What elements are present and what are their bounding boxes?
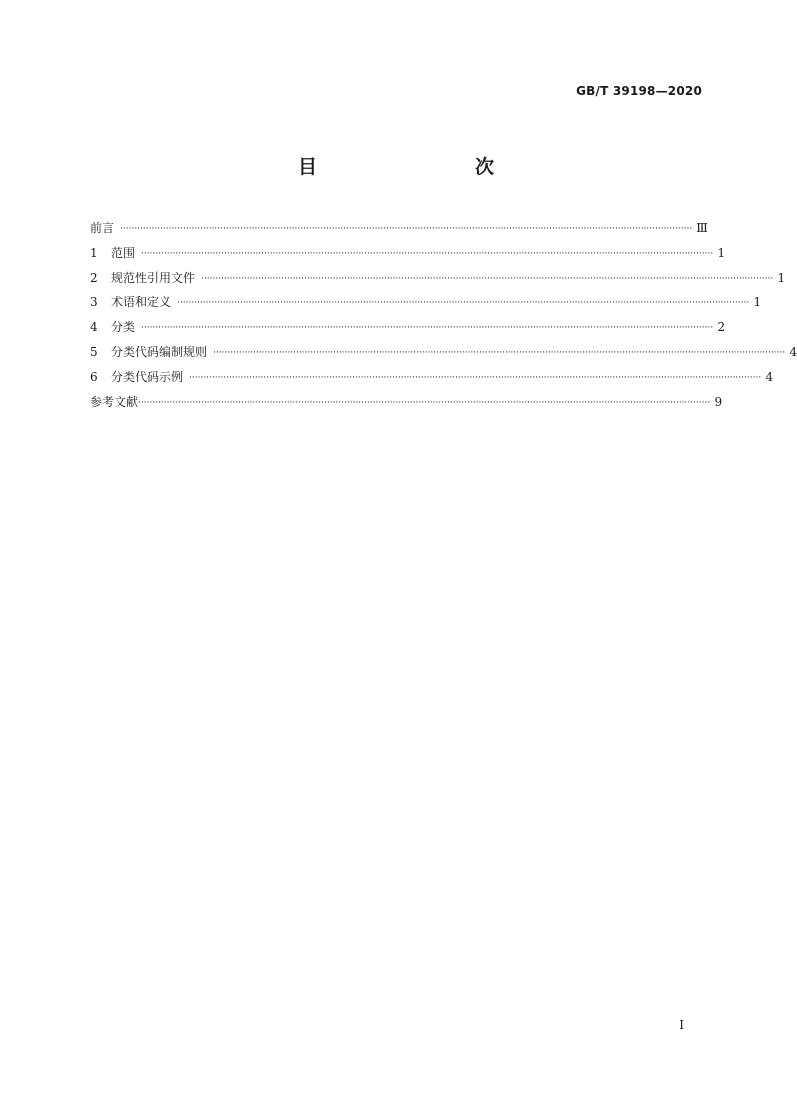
toc-entry-label: 范围 [111,245,136,260]
toc-leader-dots: ········································································································································································································ [201,273,774,284]
toc-entry-page: 1 [777,270,786,285]
toc-entry-normative-references[interactable] [90,266,786,291]
standard-code: GB/T 39198—2020 [576,84,702,98]
toc-leader-dots: ········································································································································································································ [141,323,714,334]
toc-entry-label: 参考文献 [90,394,139,409]
toc-leader-dots: ········································································································································································································ [213,347,786,358]
toc-entry-coding-rules[interactable] [90,340,797,365]
toc-entry-code-examples[interactable] [90,365,774,390]
toc-entry-number: 3 [90,295,98,310]
toc-title: 目 次 [297,156,534,178]
toc-entry-page: Ⅲ [696,221,708,235]
toc-entry-page: 1 [753,295,762,310]
toc-entry-label: 分类代码编制规则 [111,344,208,359]
toc-entry-page: 2 [717,320,726,335]
toc-entry-bibliography[interactable] [90,390,723,415]
toc-entry-label: 前言 [90,221,115,235]
toc-entry-label: 分类 [111,320,136,335]
toc-entry-terms-definitions[interactable] [90,290,762,315]
toc-entry-label: 分类代码示例 [111,369,184,384]
toc-entry-label: 规范性引用文件 [111,270,196,285]
page-number: Ⅰ [679,1018,684,1032]
toc-entry-page: 4 [765,369,774,384]
toc-entry-number: 5 [90,344,98,359]
toc-leader-dots: ········································································································································································································ [141,248,714,259]
toc-entry-number: 6 [90,369,98,384]
toc-entry-page: 4 [789,344,797,359]
toc-entry-classification[interactable] [90,315,726,340]
table-of-contents [90,216,797,414]
toc-entry-number: 1 [90,245,98,260]
toc-entry-scope[interactable] [90,241,726,266]
toc-entry-label: 术语和定义 [111,295,172,310]
toc-leader-dots: ········································································································································································································ [189,372,762,383]
toc-leader-dots: ········································································································································································································ [120,224,693,234]
toc-entry-preface[interactable] [90,216,708,241]
toc-entry-number: 4 [90,320,98,335]
toc-entry-page: 1 [717,245,726,260]
toc-entry-number: 2 [90,270,98,285]
toc-leader-dots: ········································································································································································································ [177,298,750,309]
toc-leader-dots: ········································································································································································································ [138,397,711,408]
toc-entry-page: 9 [714,394,723,409]
